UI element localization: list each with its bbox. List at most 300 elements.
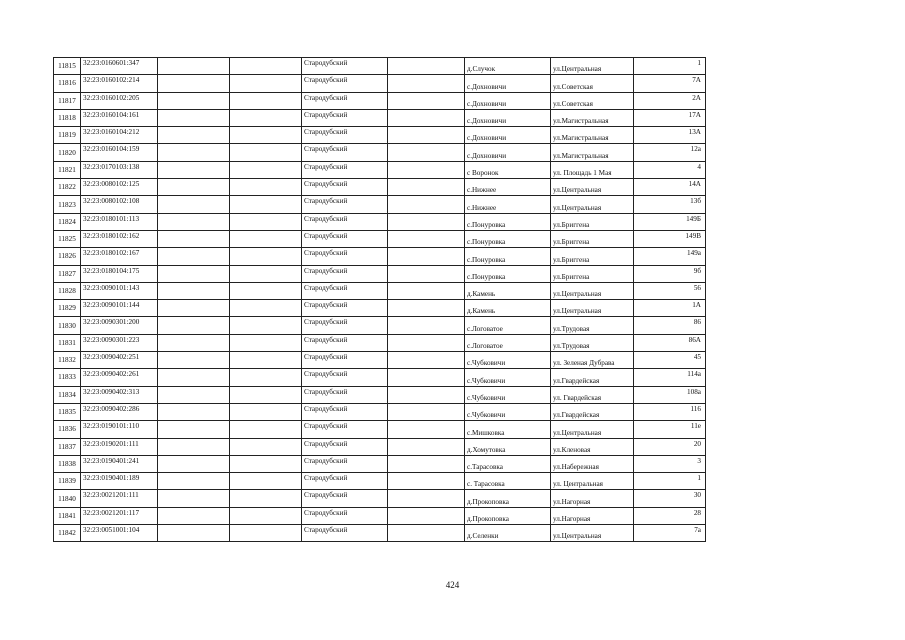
- cadastral-number-cell: [81, 455, 158, 472]
- house-number: 149Б: [686, 214, 701, 223]
- blank-cell-cell: [388, 317, 465, 334]
- settlement-cell: [465, 196, 551, 213]
- district-cell: [302, 196, 388, 213]
- district: Стародубский: [304, 370, 348, 379]
- cadastral-number-cell: [81, 300, 158, 317]
- cadastral-number: 32:23:0090402:251: [83, 353, 140, 362]
- row-number: 11824: [58, 217, 76, 226]
- cadastral-number: 32:23:0090301:200: [83, 318, 140, 327]
- table-row: [54, 265, 706, 282]
- district: Стародубский: [304, 318, 348, 327]
- row-number-cell: [54, 386, 81, 403]
- street-cell: [551, 265, 634, 282]
- row-number: 11827: [58, 269, 76, 278]
- table-row: [54, 317, 706, 334]
- row-number-cell: [54, 421, 81, 438]
- settlement-cell: [465, 334, 551, 351]
- blank-cell-cell: [388, 144, 465, 161]
- table-row: [54, 300, 706, 317]
- district-cell: [302, 334, 388, 351]
- cadastral-number: 32:23:0160104:159: [83, 145, 140, 154]
- house-number: 7А: [692, 76, 701, 85]
- house-number: 30: [693, 491, 701, 500]
- blank-cell-cell: [158, 438, 230, 455]
- settlement: с.Логоватое: [467, 324, 503, 333]
- district: Стародубский: [304, 353, 348, 362]
- row-number-cell: [54, 525, 81, 542]
- district-cell: [302, 369, 388, 386]
- house-number: 20: [693, 439, 701, 448]
- district: Стародубский: [304, 197, 348, 206]
- cadastral-number: 32:23:0090402:286: [83, 404, 140, 413]
- row-number: 11838: [58, 459, 76, 468]
- settlement: с.Понуровка: [467, 238, 506, 247]
- table-row: [54, 161, 706, 178]
- blank-cell-cell: [388, 473, 465, 490]
- blank-cell-cell: [158, 369, 230, 386]
- blank-cell-cell: [230, 421, 302, 438]
- blank-cell-cell: [388, 300, 465, 317]
- street-cell: [551, 161, 634, 178]
- settlement-cell: [465, 369, 551, 386]
- house-number: 86: [693, 318, 701, 327]
- row-number: 11842: [58, 529, 76, 538]
- row-number-cell: [54, 58, 81, 75]
- row-number-cell: [54, 473, 81, 490]
- district-cell: [302, 300, 388, 317]
- blank-cell-cell: [230, 490, 302, 507]
- row-number-cell: [54, 300, 81, 317]
- cadastral-number: 32:23:0180102:167: [83, 249, 140, 258]
- cadastral-number-cell: [81, 179, 158, 196]
- cadastral-number-cell: [81, 282, 158, 299]
- cadastral-number: 32:23:0180102:162: [83, 231, 140, 240]
- blank-cell-cell: [158, 300, 230, 317]
- row-number: 11822: [58, 183, 76, 192]
- house-number-cell: [634, 403, 706, 420]
- house-number: 149а: [687, 249, 701, 258]
- blank-cell-cell: [388, 230, 465, 247]
- settlement-cell: [465, 352, 551, 369]
- settlement: с.Понуровка: [467, 255, 506, 264]
- blank-cell-cell: [158, 490, 230, 507]
- street: ул.Бриггена: [553, 255, 590, 264]
- table-row: [54, 490, 706, 507]
- cadastral-number: 32:23:0160601:347: [83, 59, 140, 67]
- street: ул.Центральная: [553, 186, 602, 195]
- blank-cell-cell: [158, 403, 230, 420]
- settlement: с.Мишковка: [467, 428, 505, 437]
- district-cell: [302, 144, 388, 161]
- street: ул.Нагорная: [553, 515, 591, 524]
- settlement: д.Прокоповка: [467, 515, 509, 524]
- street: ул.Трудовая: [553, 324, 590, 333]
- row-number-cell: [54, 248, 81, 265]
- row-number: 11837: [58, 442, 76, 451]
- street: ул.Гвардейская: [553, 411, 600, 420]
- blank-cell-cell: [230, 75, 302, 92]
- blank-cell-cell: [230, 525, 302, 542]
- blank-cell-cell: [158, 507, 230, 524]
- street: ул. Гвардейская: [553, 393, 602, 402]
- district: Стародубский: [304, 128, 348, 137]
- blank-cell-cell: [388, 213, 465, 230]
- cadastral-number: 32:23:0180104:175: [83, 266, 140, 275]
- blank-cell-cell: [388, 248, 465, 265]
- table-row: [54, 507, 706, 524]
- blank-cell-cell: [230, 282, 302, 299]
- row-number: 11840: [58, 494, 76, 503]
- street: ул.Нагорная: [553, 497, 591, 506]
- settlement: д.Хомутовка: [467, 445, 506, 454]
- table-row: [54, 525, 706, 542]
- document-table: [53, 57, 705, 542]
- house-number-cell: [634, 352, 706, 369]
- blank-cell-cell: [230, 58, 302, 75]
- table-row: [54, 127, 706, 144]
- cadastral-number-cell: [81, 369, 158, 386]
- table-row: [54, 369, 706, 386]
- cadastral-number: 32:23:0170103:138: [83, 162, 140, 171]
- settlement-cell: [465, 230, 551, 247]
- blank-cell-cell: [230, 455, 302, 472]
- district-cell: [302, 265, 388, 282]
- cadastral-number: 32:23:0090101:143: [83, 283, 140, 292]
- cadastral-number: 32:23:0160104:212: [83, 128, 140, 137]
- cadastral-number-cell: [81, 75, 158, 92]
- blank-cell-cell: [230, 179, 302, 196]
- row-number: 11835: [58, 408, 76, 417]
- street: ул.Магистральная: [553, 151, 609, 160]
- row-number-cell: [54, 161, 81, 178]
- table-row: [54, 144, 706, 161]
- house-number-cell: [634, 230, 706, 247]
- house-number-cell: [634, 213, 706, 230]
- street: ул. Площадь 1 Мая: [553, 169, 612, 178]
- district: Стародубский: [304, 76, 348, 85]
- blank-cell-cell: [388, 403, 465, 420]
- cadastral-number: 32:23:0090101:144: [83, 301, 140, 310]
- district: Стародубский: [304, 404, 348, 413]
- cadastral-number-cell: [81, 525, 158, 542]
- cadastral-number-cell: [81, 92, 158, 109]
- settlement-cell: [465, 386, 551, 403]
- street: ул.Магистральная: [553, 117, 609, 126]
- house-number-cell: [634, 525, 706, 542]
- district-cell: [302, 213, 388, 230]
- settlement-cell: [465, 265, 551, 282]
- house-number: 11е: [690, 422, 701, 431]
- cadastral-number: 32:23:0160102:205: [83, 93, 140, 102]
- cadastral-number-cell: [81, 127, 158, 144]
- settlement: с.Понуровка: [467, 272, 506, 281]
- blank-cell-cell: [230, 369, 302, 386]
- settlement-cell: [465, 403, 551, 420]
- settlement: с.Логоватое: [467, 342, 503, 351]
- settlement-cell: [465, 179, 551, 196]
- street: ул. Зеленая Дубрава: [553, 359, 615, 368]
- blank-cell-cell: [388, 75, 465, 92]
- row-number: 11832: [58, 356, 76, 365]
- settlement-cell: [465, 92, 551, 109]
- street: ул.Кленовая: [553, 445, 591, 454]
- house-number-cell: [634, 300, 706, 317]
- table-row: [54, 421, 706, 438]
- table-row: [54, 58, 706, 75]
- cadastral-number-cell: [81, 403, 158, 420]
- settlement: д.Камень: [467, 307, 496, 316]
- settlement-cell: [465, 300, 551, 317]
- district-cell: [302, 161, 388, 178]
- cadastral-number: 32:23:0190401:241: [83, 456, 140, 465]
- street-cell: [551, 352, 634, 369]
- cadastral-number-cell: [81, 213, 158, 230]
- blank-cell-cell: [230, 109, 302, 126]
- settlement: с.Чубковичи: [467, 393, 506, 402]
- blank-cell-cell: [230, 127, 302, 144]
- blank-cell-cell: [230, 300, 302, 317]
- cadastral-number-cell: [81, 265, 158, 282]
- house-number: 108а: [687, 387, 701, 396]
- row-number: 11817: [58, 96, 76, 105]
- blank-cell-cell: [388, 127, 465, 144]
- settlement-cell: [465, 317, 551, 334]
- house-number-cell: [634, 282, 706, 299]
- district: Стародубский: [304, 508, 348, 517]
- row-number: 11839: [58, 477, 76, 486]
- settlement-cell: [465, 473, 551, 490]
- street-cell: [551, 75, 634, 92]
- settlement-cell: [465, 144, 551, 161]
- blank-cell-cell: [158, 92, 230, 109]
- district: Стародубский: [304, 110, 348, 119]
- house-number: 149В: [685, 231, 701, 240]
- blank-cell-cell: [158, 58, 230, 75]
- settlement: д.Селенки: [467, 532, 499, 541]
- house-number: 14А: [688, 180, 701, 189]
- street-cell: [551, 109, 634, 126]
- blank-cell-cell: [158, 179, 230, 196]
- table-row: [54, 386, 706, 403]
- row-number: 11829: [58, 304, 76, 313]
- house-number: 13А: [688, 128, 701, 137]
- house-number-cell: [634, 421, 706, 438]
- blank-cell-cell: [158, 161, 230, 178]
- cadastral-number: 32:23:0090301:223: [83, 335, 140, 344]
- blank-cell-cell: [230, 248, 302, 265]
- blank-cell-cell: [158, 334, 230, 351]
- house-number: 2А: [692, 93, 701, 102]
- cadastral-number: 32:23:0190201:111: [83, 439, 139, 448]
- district-cell: [302, 230, 388, 247]
- row-number: 11830: [58, 321, 76, 330]
- cadastral-number: 32:23:0190401:189: [83, 474, 140, 483]
- street: ул.Магистральная: [553, 134, 609, 143]
- row-number-cell: [54, 438, 81, 455]
- blank-cell-cell: [158, 265, 230, 282]
- street-cell: [551, 455, 634, 472]
- house-number: 1: [697, 59, 701, 67]
- settlement: с.Тарасовка: [467, 463, 503, 472]
- table-row: [54, 109, 706, 126]
- district-cell: [302, 109, 388, 126]
- house-number-cell: [634, 109, 706, 126]
- street-cell: [551, 438, 634, 455]
- house-number: 3: [697, 456, 701, 465]
- table-row: [54, 213, 706, 230]
- cadastral-number-cell: [81, 490, 158, 507]
- table-row: [54, 473, 706, 490]
- street: ул.Центральная: [553, 307, 602, 316]
- street: ул.Набережная: [553, 463, 599, 472]
- blank-cell-cell: [388, 58, 465, 75]
- district-cell: [302, 473, 388, 490]
- settlement: с.Дохновичи: [467, 82, 507, 91]
- row-number: 11841: [58, 511, 76, 520]
- blank-cell-cell: [158, 352, 230, 369]
- cadastral-number: 32:23:0021201:117: [83, 508, 140, 517]
- street-cell: [551, 144, 634, 161]
- house-number-cell: [634, 161, 706, 178]
- house-number-cell: [634, 92, 706, 109]
- page-number: 424: [445, 580, 460, 590]
- table-row: [54, 403, 706, 420]
- row-number: 11834: [58, 390, 76, 399]
- district-cell: [302, 127, 388, 144]
- street: ул.Советская: [553, 82, 593, 91]
- row-number-cell: [54, 230, 81, 247]
- cadastral-number-cell: [81, 58, 158, 75]
- street: ул.Гвардейская: [553, 376, 600, 385]
- street-cell: [551, 58, 634, 75]
- blank-cell-cell: [388, 161, 465, 178]
- row-number-cell: [54, 92, 81, 109]
- house-number-cell: [634, 317, 706, 334]
- blank-cell-cell: [158, 317, 230, 334]
- settlement: д.Случок: [467, 65, 496, 74]
- settlement: с. Тарасовка: [467, 480, 505, 489]
- cadastral-number: 32:23:0080102:125: [83, 180, 140, 189]
- district-cell: [302, 386, 388, 403]
- cadastral-number-cell: [81, 317, 158, 334]
- cadastral-number-cell: [81, 161, 158, 178]
- row-number: 11819: [58, 131, 76, 140]
- street-cell: [551, 317, 634, 334]
- row-number-cell: [54, 352, 81, 369]
- row-number-cell: [54, 109, 81, 126]
- row-number-cell: [54, 334, 81, 351]
- cadastral-number: 32:23:0090402:261: [83, 370, 140, 379]
- table-row: [54, 75, 706, 92]
- street: ул. Центральная: [553, 480, 603, 489]
- blank-cell-cell: [388, 334, 465, 351]
- row-number: 11825: [58, 235, 76, 244]
- row-number-cell: [54, 213, 81, 230]
- settlement-cell: [465, 507, 551, 524]
- house-number-cell: [634, 179, 706, 196]
- row-number: 11828: [58, 287, 76, 295]
- cadastral-number: 32:23:0160102:214: [83, 76, 140, 85]
- cadastral-number: 32:23:0080102:108: [83, 197, 140, 206]
- cadastral-number: 32:23:0180101:113: [83, 214, 140, 223]
- blank-cell-cell: [388, 507, 465, 524]
- district-cell: [302, 282, 388, 299]
- house-number-cell: [634, 455, 706, 472]
- row-number-cell: [54, 196, 81, 213]
- settlement: с.Нижнее: [467, 203, 497, 212]
- settlement: с.Чубковичи: [467, 411, 506, 420]
- district-cell: [302, 403, 388, 420]
- street-cell: [551, 196, 634, 213]
- street-cell: [551, 507, 634, 524]
- street-cell: [551, 282, 634, 299]
- house-number: 1: [697, 474, 701, 483]
- blank-cell-cell: [388, 109, 465, 126]
- street-cell: [551, 230, 634, 247]
- blank-cell-cell: [388, 282, 465, 299]
- blank-cell-cell: [230, 507, 302, 524]
- blank-cell-cell: [230, 230, 302, 247]
- row-number-cell: [54, 265, 81, 282]
- row-number-cell: [54, 317, 81, 334]
- blank-cell-cell: [158, 386, 230, 403]
- house-number: 7а: [694, 526, 701, 535]
- district: Стародубский: [304, 59, 348, 67]
- house-number: 56: [693, 283, 701, 292]
- house-number-cell: [634, 75, 706, 92]
- street: ул.Центральная: [553, 65, 602, 74]
- settlement-cell: [465, 438, 551, 455]
- blank-cell-cell: [230, 196, 302, 213]
- house-number-cell: [634, 334, 706, 351]
- table-row: [54, 92, 706, 109]
- house-number-cell: [634, 473, 706, 490]
- street-cell: [551, 300, 634, 317]
- row-number-cell: [54, 179, 81, 196]
- house-number: 17А: [688, 110, 701, 119]
- district-cell: [302, 438, 388, 455]
- settlement-cell: [465, 248, 551, 265]
- settlement: с.Понуровка: [467, 220, 506, 229]
- blank-cell-cell: [388, 196, 465, 213]
- blank-cell-cell: [230, 92, 302, 109]
- blank-cell-cell: [230, 317, 302, 334]
- blank-cell-cell: [388, 455, 465, 472]
- blank-cell-cell: [158, 455, 230, 472]
- settlement: с.Дохновичи: [467, 151, 507, 160]
- cadastral-number-cell: [81, 473, 158, 490]
- house-number: 9б: [693, 266, 701, 275]
- row-number-cell: [54, 282, 81, 299]
- district: Стародубский: [304, 162, 348, 171]
- house-number-cell: [634, 144, 706, 161]
- blank-cell-cell: [158, 230, 230, 247]
- street-cell: [551, 386, 634, 403]
- district: Стародубский: [304, 93, 348, 102]
- blank-cell-cell: [230, 386, 302, 403]
- street-cell: [551, 213, 634, 230]
- cadastral-number: 32:23:0190101:110: [83, 422, 140, 431]
- table-row: [54, 455, 706, 472]
- street-cell: [551, 127, 634, 144]
- table-row: [54, 438, 706, 455]
- blank-cell-cell: [388, 525, 465, 542]
- house-number: 13б: [690, 197, 701, 206]
- blank-cell-cell: [388, 421, 465, 438]
- cadastral-number: 32:23:0160104:161: [83, 110, 140, 119]
- street: ул.Центральная: [553, 290, 602, 299]
- district: Стародубский: [304, 456, 348, 465]
